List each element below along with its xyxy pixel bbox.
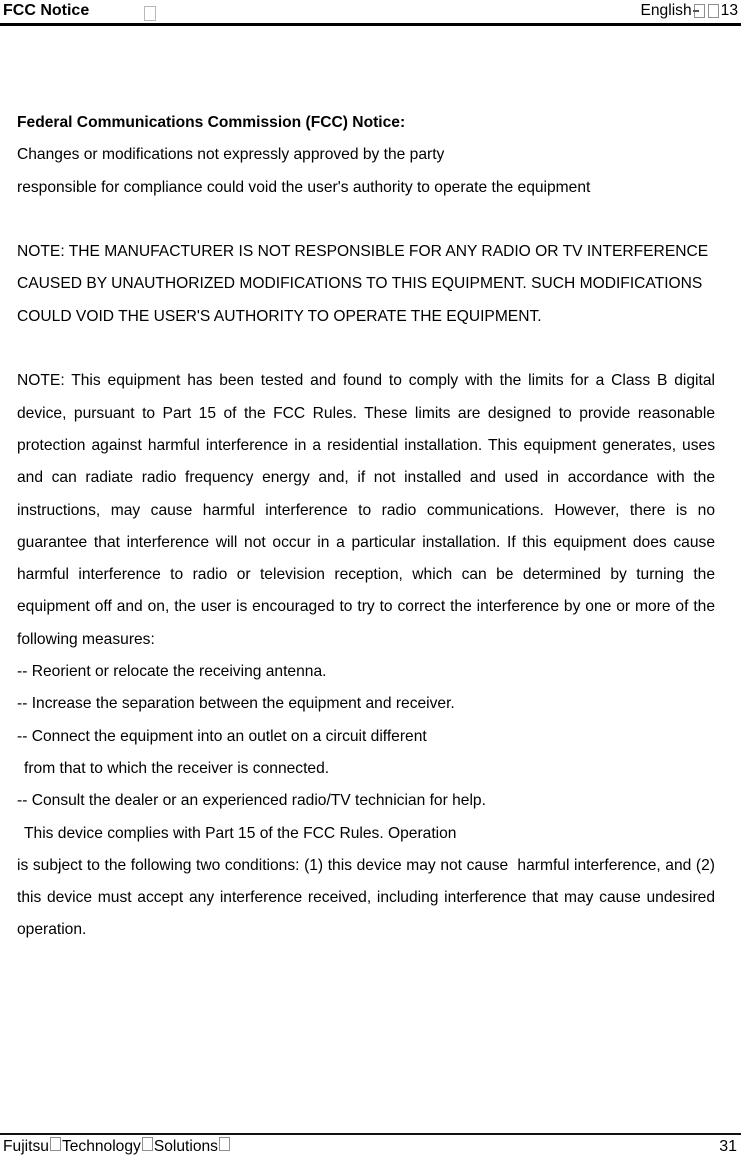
text-line: NOTE: THE MANUFACTURER IS NOT RESPONSIBLE FOR ANY RADIO OR TV INTERFERENCE <box>17 243 709 261</box>
text-line: NOTE: This equipment has been tested and found to comply with the limits for a Class B digital <box>17 372 715 390</box>
text-line: and can radiate radio frequency energy and, if not installed and used in accordance with the <box>17 469 715 487</box>
page-header <box>3 0 738 23</box>
missing-glyph-box-icon <box>142 1137 153 1151</box>
missing-glyph-dash-box-icon <box>694 4 705 18</box>
header-page-number: 13 <box>720 2 738 19</box>
text-line: guarantee that interference will not occur in a particular installation. If this equipment does cause <box>17 533 715 551</box>
text-line: CAUSED BY UNAUTHORIZED MODIFICATIONS TO THIS EQUIPMENT. SUCH MODIFICATIONS <box>17 275 703 293</box>
text-line: device, pursuant to Part 15 of the FCC Rules. These limits are designed to provide reasonable <box>17 404 715 422</box>
footer-company-word: Solutions <box>153 1138 218 1155</box>
missing-glyph-box-icon <box>219 1137 230 1151</box>
blank-line <box>17 333 715 365</box>
footer-company <box>3 1136 231 1157</box>
text-line: equipment off and on, the user is encouraged to try to correct the interference by one or more of the <box>17 598 715 616</box>
footer-page-number: 31 <box>719 1138 737 1155</box>
measure-line: -- Reorient or relocate the receiving antenna. <box>17 663 327 681</box>
missing-glyph-box-icon <box>708 4 719 18</box>
text-line: following measures: <box>17 630 155 648</box>
measure-line: -- Connect the equipment into an outlet on a circuit different <box>17 727 427 745</box>
text-line: harmful interference to radio or television reception, which can be determined by turning the <box>17 566 715 584</box>
measure-line: from that to which the receiver is connected. <box>24 759 330 777</box>
missing-glyph-box-icon <box>144 6 156 21</box>
header-rule <box>0 23 741 26</box>
header-title: FCC Notice <box>3 2 90 19</box>
blank-line <box>17 204 715 236</box>
measure-line: -- Increase the separation between the equipment and receiver. <box>17 695 455 713</box>
text-line: is subject to the following two conditions: (1) this device may not cause harmful interference, and (2) <box>17 856 715 874</box>
missing-glyph-box-icon <box>50 1137 61 1151</box>
footer-company-word: Fujitsu <box>3 1138 49 1155</box>
text-line: protection against harmful interference in a residential installation. This equipment generates, uses <box>17 436 715 454</box>
text-line: this device must accept any interference received, including interference that may cause undesired <box>17 889 715 907</box>
footer-company-word: Technology <box>61 1138 141 1155</box>
document-body <box>17 107 715 947</box>
text-line: instructions, may cause harmful interference to radio communications. However, there is no <box>17 501 715 519</box>
page-footer <box>3 1136 737 1158</box>
text-line: operation. <box>17 921 87 939</box>
header-language-label: English <box>640 2 692 19</box>
measure-line: -- Consult the dealer or an experienced radio/TV technician for help. <box>17 792 486 810</box>
fcc-notice-heading: Federal Communications Commission (FCC) Notice: <box>17 114 406 131</box>
measure-line: This device complies with Part 15 of the FCC Rules. Operation <box>24 824 457 842</box>
text-line: responsible for compliance could void the user's authority to operate the equipment <box>17 178 591 196</box>
text-line: COULD VOID THE USER'S AUTHORITY TO OPERATE THE EQUIPMENT. <box>17 307 542 325</box>
footer-rule <box>0 1133 741 1135</box>
text-line: Changes or modifications not expressly approved by the party <box>17 146 445 164</box>
header-right <box>640 0 738 22</box>
